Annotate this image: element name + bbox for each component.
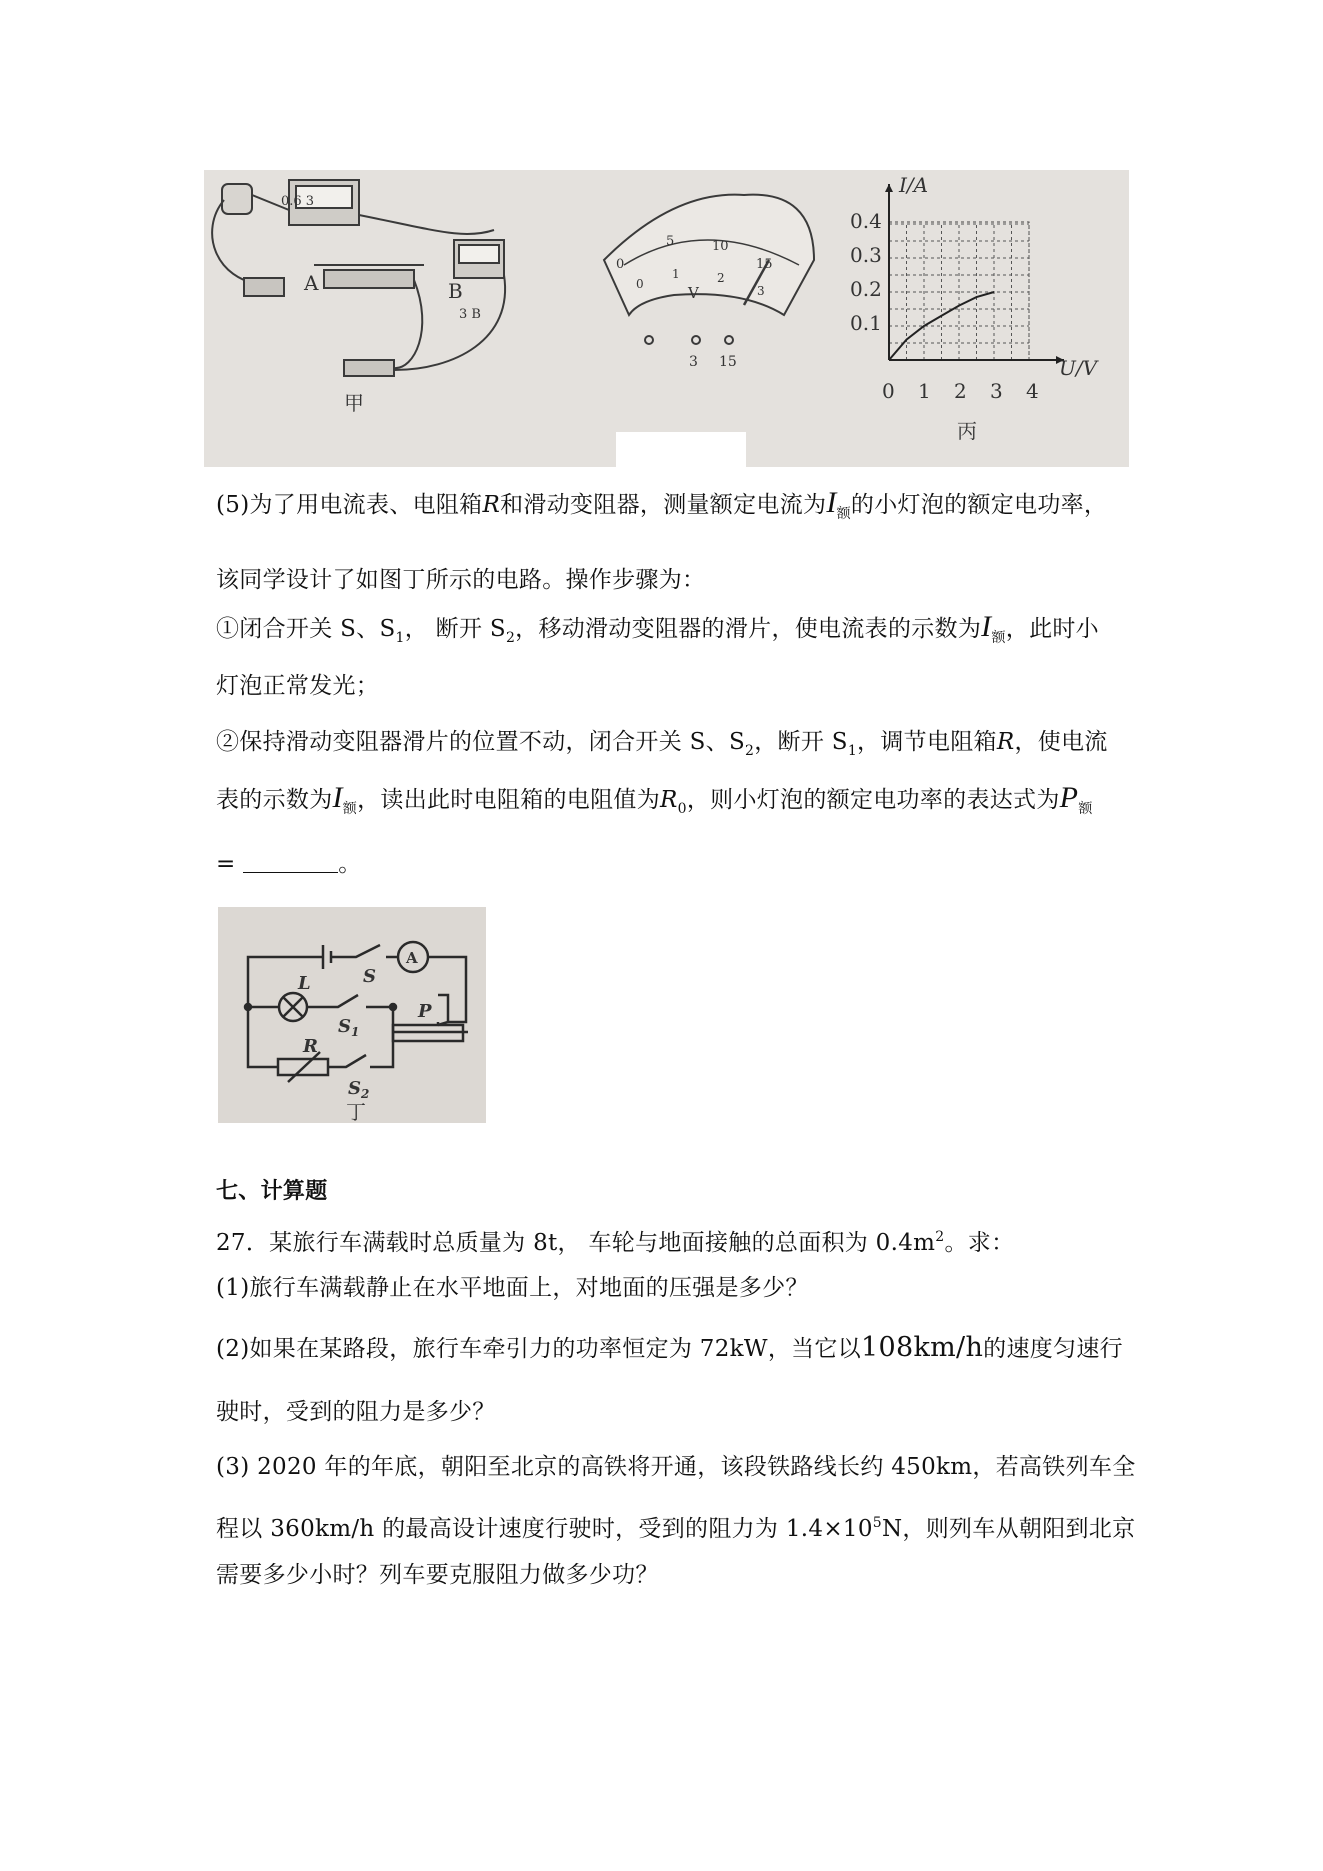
meter-tick-top-5: 5 — [666, 234, 675, 249]
graph-ylabel: I/A — [899, 173, 929, 197]
photo-white-patch — [616, 432, 746, 467]
circuit-apparatus-jia — [212, 180, 505, 376]
meter-tick-bottom-1: 1 — [672, 267, 680, 281]
graph-ytick-03: 0.3 — [850, 243, 882, 267]
q5-step3: 表的示数为$I_额$，读出此时电阻箱的电阻值为$R_0$，则小灯泡的额定电功率的表达式为$P_额$ — [216, 781, 1093, 817]
q27-part2-cont: 驶时，受到的阻力是多少？ — [216, 1399, 496, 1425]
section-heading: 七、计算题 — [216, 1179, 328, 1204]
voltmeter-terminal-label: 3 B — [459, 307, 481, 322]
graph-ytick-04: 0.4 — [850, 209, 882, 233]
graph-xtick-0: 0 — [882, 379, 895, 403]
meter-tick-top-15: 15 — [756, 257, 773, 272]
caption-jia: 甲 — [344, 391, 364, 415]
q5-step2: ②保持滑动变阻器滑片的位置不动，闭合开关 S、$S_2$，断开 $S_1$，调节电阻箱R，使电流 — [216, 729, 1108, 759]
graph-ytick-01: 0.1 — [850, 311, 882, 335]
q27-part2: (2)如果在某路段，旅行车牵引力的功率恒定为 72kW，当它以108km/h的速度匀速行 — [216, 1332, 1123, 1363]
label-r: R — [303, 1036, 318, 1057]
graph-xtick-1: 1 — [918, 379, 931, 403]
graph-xtick-4: 4 — [1026, 379, 1039, 403]
graph-xtick-2: 2 — [954, 379, 967, 403]
label-s1: $S_1$ — [338, 1016, 360, 1039]
circuit-diagram-ding — [218, 907, 486, 1123]
q27-stem: 27．某旅行车满载时总质量为 8t， 车轮与地面接触的总面积为 $0.4m^2$。求： — [216, 1229, 1015, 1256]
caption-bing: 丙 — [957, 419, 977, 443]
meter-tick-bottom-2: 2 — [717, 271, 725, 285]
iu-graph-bing — [885, 184, 1064, 364]
q27-part1: (1)旅行车满载静止在水平地面上，对地面的压强是多少？ — [216, 1275, 809, 1301]
meter-tick-top-0: 0 — [616, 257, 625, 272]
q27-part3-cont1: 程以 360km/h 的最高设计速度行驶时，受到的阻力为 $1.4\times 10^5N$，则列车从朝阳到北京 — [216, 1515, 1136, 1542]
graph-ytick-02: 0.2 — [850, 277, 882, 301]
label-b: B — [448, 279, 463, 303]
q27-part3-cont2: 需要多少小时？列车要克服阻力做多少功？ — [216, 1562, 659, 1588]
label-a: A — [304, 271, 319, 295]
answer-blank[interactable] — [243, 852, 338, 873]
meter-terminal-15: 15 — [719, 354, 737, 370]
q5-line1: (5)为了用电流表、电阻箱R和滑动变阻器，测量额定电流为$I_额$的小灯泡的额定电功率， — [216, 486, 1108, 522]
voltmeter-face-yi — [604, 195, 814, 344]
label-p: P — [418, 1001, 432, 1022]
q5-answer-line: = 。 — [216, 851, 362, 877]
meter-tick-bottom-0: 0 — [636, 277, 644, 291]
q5-line2: 该同学设计了如图丁所示的电路。操作步骤为： — [216, 567, 706, 593]
iu-curve — [889, 292, 994, 360]
meter-tick-bottom-3: 3 — [757, 284, 765, 298]
q5-step1: ①闭合开关 S、$S_1$， 断开 $S_2$，移动滑动变阻器的滑片，使电流表的示数为$I_额$，此时小 — [216, 610, 1099, 646]
ammeter-terminal-label: 0.6 3 — [281, 194, 315, 209]
q5-step1-cont: 灯泡正常发光； — [216, 673, 380, 699]
graph-xtick-3: 3 — [990, 379, 1003, 403]
caption-ding: 丁 — [346, 1100, 366, 1123]
label-s2: $S_2$ — [348, 1078, 370, 1101]
meter-terminal-3: 3 — [689, 354, 698, 370]
meter-unit-label: V — [688, 284, 699, 302]
experiment-photo — [204, 170, 1129, 467]
label-s: S — [363, 966, 376, 987]
circuit-photo-ding — [218, 907, 486, 1123]
label-ammeter: A — [406, 949, 418, 967]
meter-tick-top-10: 10 — [712, 239, 729, 254]
experiment-photo-drawing — [204, 170, 1129, 467]
q27-part3: (3) 2020 年的年底，朝阳至北京的高铁将开通，该段铁路线长约 450km，若高铁列车全 — [216, 1454, 1136, 1480]
graph-xlabel: U/V — [1059, 356, 1098, 380]
label-l: L — [298, 973, 311, 994]
